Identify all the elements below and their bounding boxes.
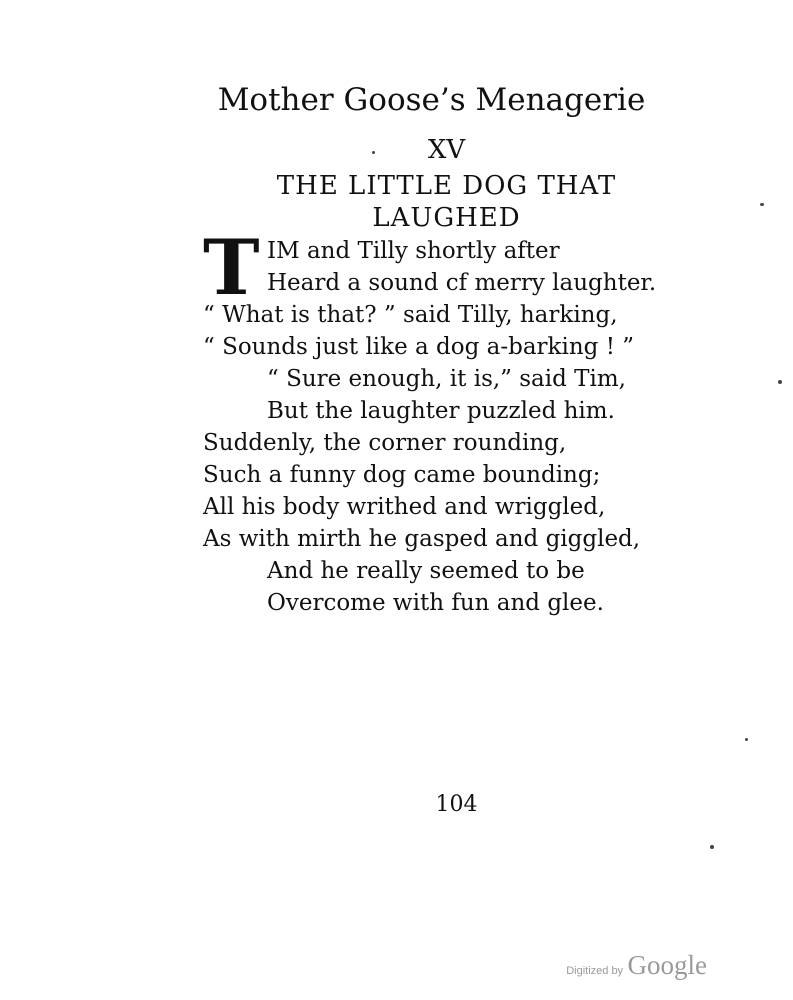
poem-line-5: “ Sure enough, it is,” said Tim, — [267, 366, 626, 392]
scan-speck — [760, 203, 764, 206]
scan-speck — [372, 151, 375, 154]
poem-line-6: But the laughter puzzled him. — [267, 398, 615, 424]
scan-speck — [745, 738, 748, 741]
chapter-title-line-1: THE LITTLE DOG THAT — [276, 171, 617, 201]
page-number: 104 — [435, 792, 478, 817]
poem-line-11: And he really seemed to be — [267, 558, 585, 584]
poem-line-12: Overcome with fun and glee. — [267, 590, 604, 616]
poem-line-4: “ Sounds just like a dog a-barking ! ” — [203, 334, 635, 360]
chapter-title-line-2: LAUGHED — [372, 203, 521, 233]
scan-speck — [778, 380, 782, 384]
poem-line-3: “ What is that? ” said Tilly, harking, — [203, 302, 618, 328]
running-head: Mother Goose’s Menagerie — [217, 82, 646, 118]
chapter-title — [0, 170, 793, 234]
scan-speck — [710, 845, 714, 849]
digitized-watermark — [566, 950, 707, 981]
drop-cap: T — [203, 223, 260, 312]
watermark-prefix: Digitized by — [566, 965, 624, 977]
poem-line-10: As with mirth he gasped and giggled, — [203, 526, 641, 552]
poem-line-1: IM and Tilly shortly after — [267, 238, 560, 264]
poem-line-8: Such a funny dog came bounding; — [203, 462, 601, 488]
chapter-number: XV — [427, 135, 466, 165]
poem-line-2: Heard a sound cf merry laughter. — [267, 270, 657, 296]
poem-line-7: Suddenly, the corner rounding, — [203, 430, 567, 456]
poem-line-9: All his body writhed and wriggled, — [203, 494, 606, 520]
google-logo: Google — [627, 950, 707, 980]
